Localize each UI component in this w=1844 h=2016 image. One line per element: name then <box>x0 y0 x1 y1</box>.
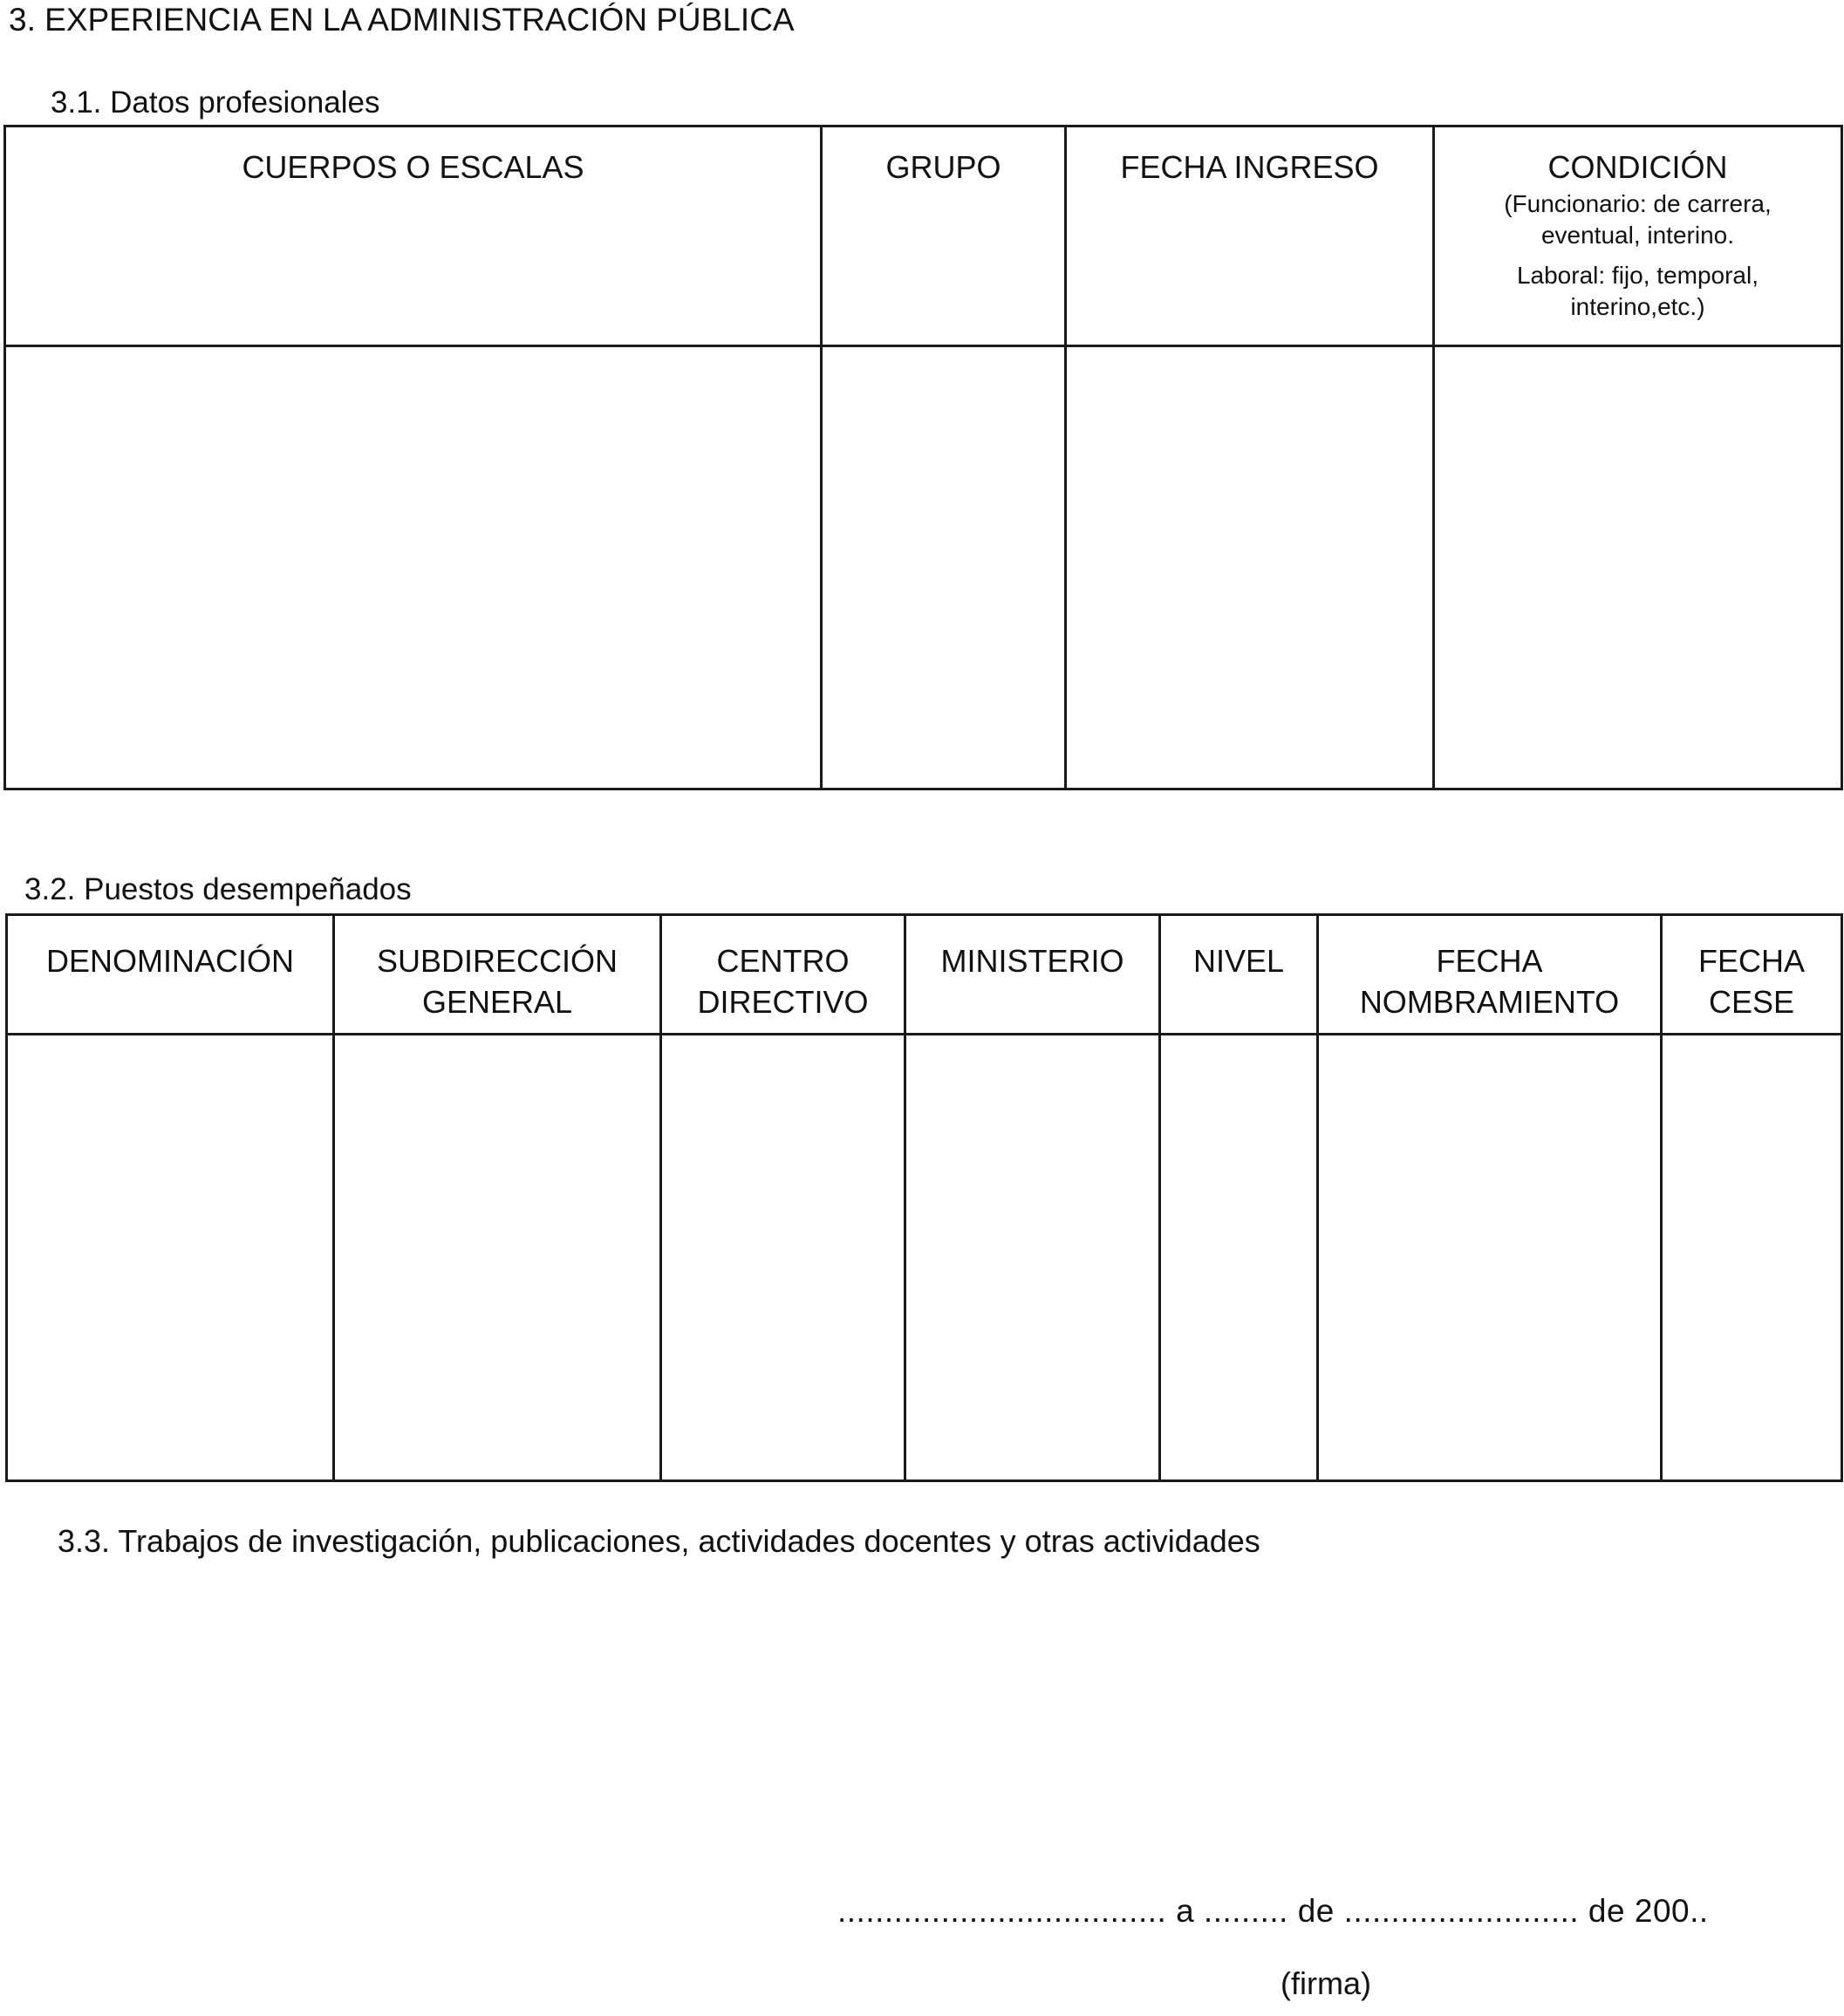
cell-fecha-cese[interactable] <box>1662 1035 1842 1481</box>
trabajos-title: 3.3. Trabajos de investigación, publicaciones, actividades docentes y otras actividades <box>58 1523 1260 1559</box>
header-fecha-ingreso: FECHA INGRESO <box>1066 126 1434 346</box>
table-header-row <box>7 915 1842 1035</box>
table-header-row <box>5 126 1842 346</box>
condicion-note-line: (Funcionario: de carrera, <box>1504 190 1772 217</box>
cell-fecha-ingreso[interactable] <box>1066 346 1434 789</box>
cell-cuerpos-escalas[interactable] <box>5 346 822 789</box>
header-denominacion: DENOMINACIÓN <box>7 915 334 1035</box>
datos-profesionales-title: 3.1. Datos profesionales <box>51 85 380 120</box>
condicion-note-line: interino,etc.) <box>1570 293 1705 320</box>
table-row <box>5 346 1842 789</box>
datos-profesionales-table <box>3 125 1843 790</box>
condicion-note-line: eventual, interino. <box>1540 222 1735 249</box>
header-centro-directivo: CENTRO DIRECTIVO <box>661 915 905 1035</box>
section-title: 3. EXPERIENCIA EN LA ADMINISTRACIÓN PÚBLICA <box>9 2 795 38</box>
header-fecha-nombramiento: FECHA NOMBRAMIENTO <box>1318 915 1662 1035</box>
cell-condicion[interactable] <box>1434 346 1842 789</box>
cell-denominacion[interactable] <box>7 1035 334 1481</box>
table-row <box>7 1035 1842 1481</box>
signature-date-line[interactable]: ................................... a ......... de ......................... de 200.. <box>837 1893 1709 1929</box>
header-condicion <box>1434 126 1842 346</box>
header-fecha-cese: FECHA CESE <box>1662 915 1842 1035</box>
header-ministerio: MINISTERIO <box>905 915 1160 1035</box>
header-nivel: NIVEL <box>1160 915 1318 1035</box>
cell-nivel[interactable] <box>1160 1035 1318 1481</box>
cell-fecha-nombramiento[interactable] <box>1318 1035 1662 1481</box>
condicion-note-line: Laboral: fijo, temporal, <box>1516 262 1759 289</box>
cell-centro-directivo[interactable] <box>661 1035 905 1481</box>
header-subdireccion-general: SUBDIRECCIÓN GENERAL <box>334 915 661 1035</box>
puestos-table <box>5 913 1843 1482</box>
header-grupo: GRUPO <box>822 126 1066 346</box>
puestos-title: 3.2. Puestos desempeñados <box>24 872 412 906</box>
cell-grupo[interactable] <box>822 346 1066 789</box>
header-cuerpos-escalas: CUERPOS O ESCALAS <box>5 126 822 346</box>
signature-label: (firma) <box>1281 1965 1371 2001</box>
cell-ministerio[interactable] <box>905 1035 1160 1481</box>
condicion-label: CONDICIÓN <box>1547 149 1728 185</box>
cell-subdireccion-general[interactable] <box>334 1035 661 1481</box>
